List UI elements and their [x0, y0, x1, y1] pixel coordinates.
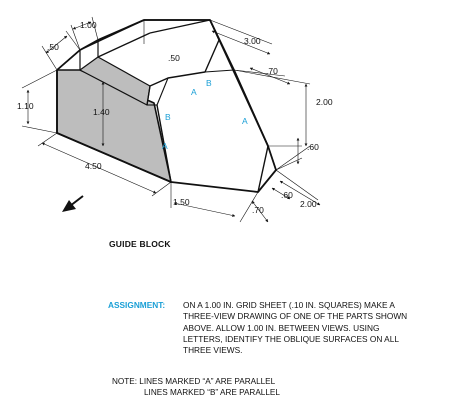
note-block	[112, 376, 280, 398]
dim-1-50: 1.50	[173, 197, 190, 207]
figure-caption: GUIDE BLOCK	[109, 239, 171, 249]
dim-70-lower: .70	[252, 205, 264, 215]
note-line-b: LINES MARKED “B” ARE PARALLEL	[144, 388, 280, 397]
note-line-a: NOTE: LINES MARKED “A” ARE PARALLEL	[112, 377, 276, 386]
label-a-right: A	[242, 116, 248, 126]
v-notch	[150, 20, 219, 86]
dim-1-40: 1.40	[93, 107, 110, 117]
dim-50-mid: .50	[168, 53, 180, 63]
dim-50-top: .50	[47, 42, 59, 52]
view-direction-arrow	[62, 196, 83, 212]
dim-60-lower: .60	[281, 190, 293, 200]
label-a-upper: A	[191, 87, 197, 97]
label-b-lower: B	[165, 112, 171, 122]
dim-1-10: 1.10	[17, 101, 34, 111]
assignment-line: THREE VIEWS.	[183, 345, 243, 356]
dim-4-50: 4.50	[85, 161, 102, 171]
assignment-line: ABOVE. ALLOW 1.00 IN. BETWEEN VIEWS. USING	[183, 322, 380, 333]
assignment-line: THREE-VIEW DRAWING OF ONE OF THE PARTS SHOWN	[183, 311, 408, 322]
dim-3-00: 3.00	[244, 36, 261, 46]
dim-2-00-right: 2.00	[316, 97, 333, 107]
assignment-text	[183, 300, 469, 356]
label-b-upper: B	[206, 78, 212, 88]
assignment-line: LETTERS, IDENTIFY THE OBLIQUE SURFACES ON ALL	[183, 333, 399, 344]
dim-1-00-top: 1.00	[80, 20, 97, 30]
label-a-lower: A	[162, 141, 168, 151]
dim-70-upper: .70	[266, 66, 278, 76]
dim-60-right: .60	[307, 142, 319, 152]
assignment-line: ON A 1.00 IN. GRID SHEET (.10 IN. SQUARES) MAKE A	[183, 300, 395, 310]
assignment-heading: ASSIGNMENT:	[108, 300, 166, 310]
dim-2-00-lower: 2.00	[300, 199, 317, 209]
